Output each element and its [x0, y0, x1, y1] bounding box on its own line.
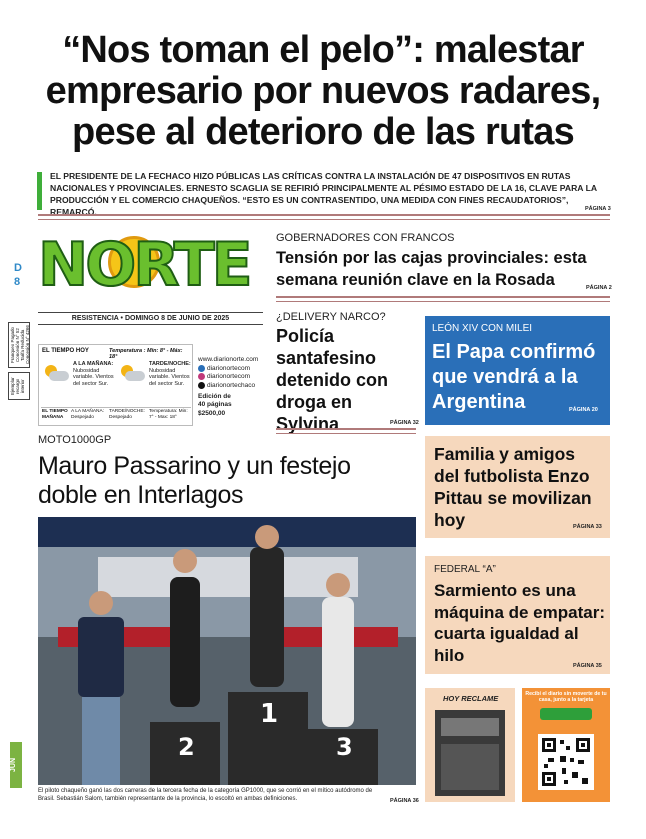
tomorrow-temps: Temperatura: Min: 7° - Max: 18°	[149, 409, 188, 420]
section-letter: D	[14, 262, 22, 274]
moto-label: MOTO1000GP	[38, 434, 112, 446]
subscription-promo[interactable]	[522, 688, 610, 802]
lead-page-ref: PÁGINA 3	[585, 206, 611, 212]
tomorrow-morning: A LA MAÑANA: Despejado	[71, 409, 105, 420]
cloud-sun-icon	[119, 365, 145, 381]
photo-caption: El piloto chaqueño ganó las dos carreras de la tercera fecha de la categoría GP1000, que se corrió en el mítico autódromo de Brasil. Sebastián Salom, también representante de la provincia, lo escoltó en ambas definiciones.	[38, 788, 373, 802]
evening-text: Nubosidad variable. Vientos del sector Sur.	[149, 367, 190, 387]
surcharge-box: Ejemplar recargo interior	[8, 372, 30, 400]
website-link[interactable]: www.diarionorte.com	[198, 356, 259, 363]
weather-title: EL TIEMPO HOY	[42, 348, 89, 354]
lead-text: EL PRESIDENTE DE LA FECHACO HIZO PÚBLICAS LAS CRÍTICAS CONTRA LA INSTALACIÓN DE 47 DISPOSITIVOS EN RUTAS NACIONALES Y PROVINCIALES. ERNESTO SCAGLIA SE REFIRIÓ PRINCIPALMENTE AL PÉSIMO ESTADO DE LA 16, CLAVE PARA LA PRODUCCIÓN Y EL COMERCIO CHAQUEÑOS. “ESTO ES UN CONTRASENTIDO, UNA MEDIDA CON FINES RECAUDATORIOS”, REMARCÓ.	[50, 171, 597, 217]
morning-text: Nubosidad variable. Vientos del sector Sur.	[73, 367, 114, 387]
gobernadores-label: GOBERNADORES CON FRANCOS	[276, 232, 455, 244]
pittau-page: PÁGINA 33	[573, 524, 602, 530]
facebook-icon	[198, 365, 205, 372]
qr-code-icon[interactable]	[538, 734, 594, 790]
instagram-link[interactable]: diarionortecom	[198, 373, 266, 382]
top-divider	[38, 214, 610, 220]
delivery-title[interactable]: Policía santafesino detenido con droga en Sylvina	[276, 326, 388, 434]
main-headline[interactable]: “Nos toman el pelo”: malestar empresario por nuevos radares, pese al deterioro de las rutas	[45, 29, 601, 153]
cloud-sun-icon	[43, 365, 69, 381]
reclame-cover-image	[435, 710, 505, 796]
weather-temps: Temperatura : Min: 8° - Máx: 18°	[109, 348, 183, 360]
papa-page: PÁGINA 20	[569, 407, 598, 413]
svg-text:1: 1	[260, 699, 279, 729]
pittau-title: Familia y amigos del futbolista Enzo Pittau se movilizan hoy	[434, 444, 592, 530]
promo-text: Recibí el diario sin moverte de tu casa, junto a la tarjeta	[525, 691, 607, 703]
moto-page: PÁGINA 36	[390, 798, 419, 804]
card-logo	[540, 708, 592, 720]
postal-box: Franqueo Pagado Concesión N° 52 Tarifa Reducida Concesión N° 4266	[8, 322, 30, 368]
sarmiento-box[interactable]	[425, 556, 610, 674]
delivery-page: PÁGINA 32	[390, 420, 419, 426]
papa-box[interactable]	[425, 316, 610, 425]
reclame-box[interactable]	[425, 688, 515, 802]
lead-accent-bar	[37, 172, 42, 210]
twitter-link[interactable]: diarionortechaco	[198, 382, 266, 391]
svg-text:2: 2	[178, 733, 195, 761]
moto-title[interactable]: Mauro Passarino y un festejo doble en Interlagos	[38, 452, 351, 509]
edition-text: Edición de 40 páginas	[198, 392, 232, 409]
divider	[276, 296, 610, 302]
dateline: RESISTENCIA • DOMINGO 8 DE JUNIO DE 2025	[38, 312, 263, 325]
sarmiento-title: Sarmiento es una máquina de empatar: cuarta igualdad al hilo	[434, 581, 605, 665]
sarmiento-page: PÁGINA 35	[573, 663, 602, 669]
section-number: 8	[14, 276, 21, 288]
delivery-label: ¿DELIVERY NARCO?	[276, 311, 386, 323]
evening-label: TARDE/NOCHE:	[149, 361, 191, 367]
weather-panel	[38, 344, 193, 426]
month-strip: JUN	[10, 742, 22, 788]
price-text: $2500,00	[198, 409, 226, 417]
sarmiento-label: FEDERAL “A”	[434, 564, 496, 575]
newspaper-logo[interactable]: NORTE	[38, 230, 250, 300]
papa-label: LEÓN XIV CON MILEI	[432, 323, 533, 334]
divider	[276, 428, 416, 434]
podium-photo[interactable]	[38, 517, 416, 785]
tomorrow-label: EL TIEMPO MAÑANA	[42, 409, 68, 420]
x-icon	[198, 382, 205, 389]
pittau-box[interactable]	[425, 436, 610, 538]
contact-block	[198, 356, 266, 418]
papa-title: El Papa confirmó que vendrá a la Argentina	[432, 341, 596, 413]
facebook-link[interactable]: diarionortecom	[198, 365, 266, 374]
podium-illustration	[38, 517, 416, 785]
reclame-label: HOY RECLAME	[443, 694, 499, 703]
tomorrow-evening: TARDE/NOCHE: Despejado	[109, 409, 145, 420]
svg-text:3: 3	[336, 733, 353, 761]
morning-label: A LA MAÑANA:	[73, 361, 114, 367]
instagram-icon	[198, 373, 205, 380]
gobernadores-page: PÁGINA 2	[586, 285, 612, 291]
gobernadores-title[interactable]: Tensión por las cajas provinciales: esta semana reunión clave en la Rosada	[276, 249, 587, 289]
